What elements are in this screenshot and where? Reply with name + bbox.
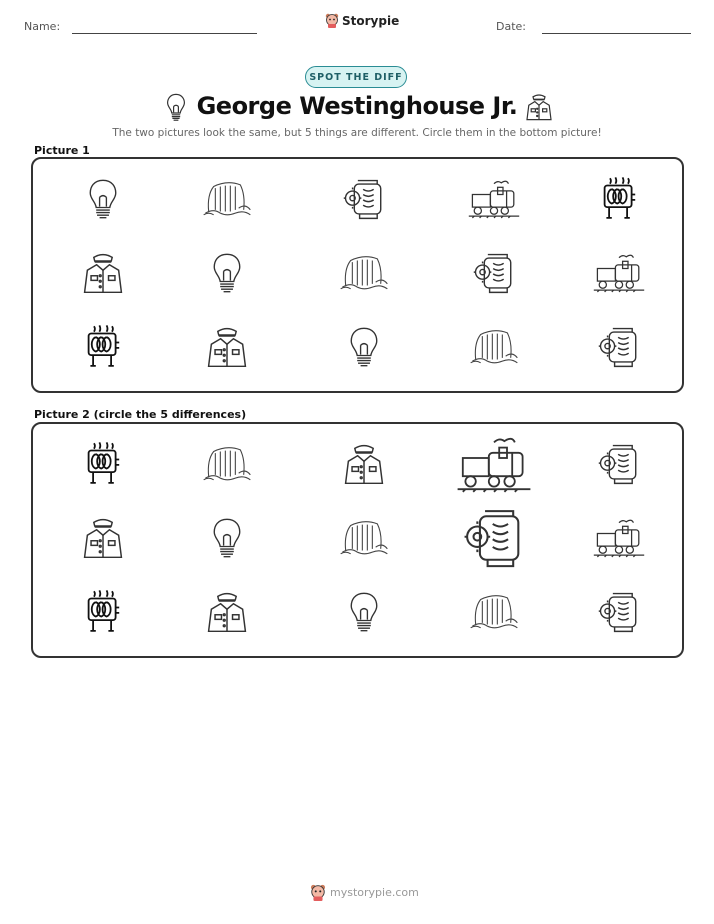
transformer-icon <box>589 171 649 227</box>
date-line[interactable] <box>542 33 691 34</box>
footer-url: mystorypie.com <box>330 886 419 899</box>
name-line[interactable] <box>72 33 257 34</box>
lightbulb-icon <box>197 245 257 301</box>
picture-1-panel <box>31 157 684 393</box>
name-label: Name: <box>24 20 61 33</box>
waterfall-icon <box>197 171 257 227</box>
waterfall-icon <box>464 319 524 375</box>
date-label: Date: <box>496 20 526 33</box>
waterfall-icon <box>334 245 394 301</box>
generator-icon[interactable] <box>464 510 524 566</box>
train-icon[interactable] <box>589 510 649 566</box>
brand-logo <box>325 13 399 28</box>
storypie-mascot-icon <box>310 884 326 901</box>
uniform-icon[interactable] <box>334 436 394 492</box>
page-title: George Westinghouse Jr. <box>196 92 518 120</box>
instructions: The two pictures look the same, but 5 things are different. Circle them in the bottom picture! <box>112 127 602 139</box>
train-icon <box>464 171 524 227</box>
generator-icon <box>589 319 649 375</box>
train-icon[interactable] <box>464 436 524 492</box>
uniform-icon[interactable] <box>197 584 257 640</box>
storypie-mascot-icon <box>325 13 339 28</box>
train-icon <box>589 245 649 301</box>
generator-icon <box>464 245 524 301</box>
uniform-icon <box>73 245 133 301</box>
uniform-icon[interactable] <box>73 510 133 566</box>
generator-icon[interactable] <box>589 436 649 492</box>
picture-2-panel[interactable] <box>31 422 684 658</box>
lightbulb-icon[interactable] <box>334 584 394 640</box>
lightbulb-icon[interactable] <box>197 510 257 566</box>
transformer-icon[interactable] <box>73 436 133 492</box>
lightbulb-icon <box>334 319 394 375</box>
uniform-icon <box>197 319 257 375</box>
generator-icon[interactable] <box>589 584 649 640</box>
uniform-icon <box>524 90 554 128</box>
waterfall-icon[interactable] <box>197 436 257 492</box>
transformer-icon[interactable] <box>73 584 133 640</box>
generator-icon <box>334 171 394 227</box>
footer <box>310 884 419 901</box>
spot-the-diff-badge: SPOT THE DIFF <box>305 66 407 88</box>
lightbulb-icon <box>73 171 133 227</box>
picture-1-label: Picture 1 <box>34 144 90 157</box>
waterfall-icon[interactable] <box>334 510 394 566</box>
transformer-icon <box>73 319 133 375</box>
brand-name: Storypie <box>342 13 400 28</box>
picture-2-label: Picture 2 (circle the 5 differences) <box>34 408 247 421</box>
waterfall-icon[interactable] <box>464 584 524 640</box>
